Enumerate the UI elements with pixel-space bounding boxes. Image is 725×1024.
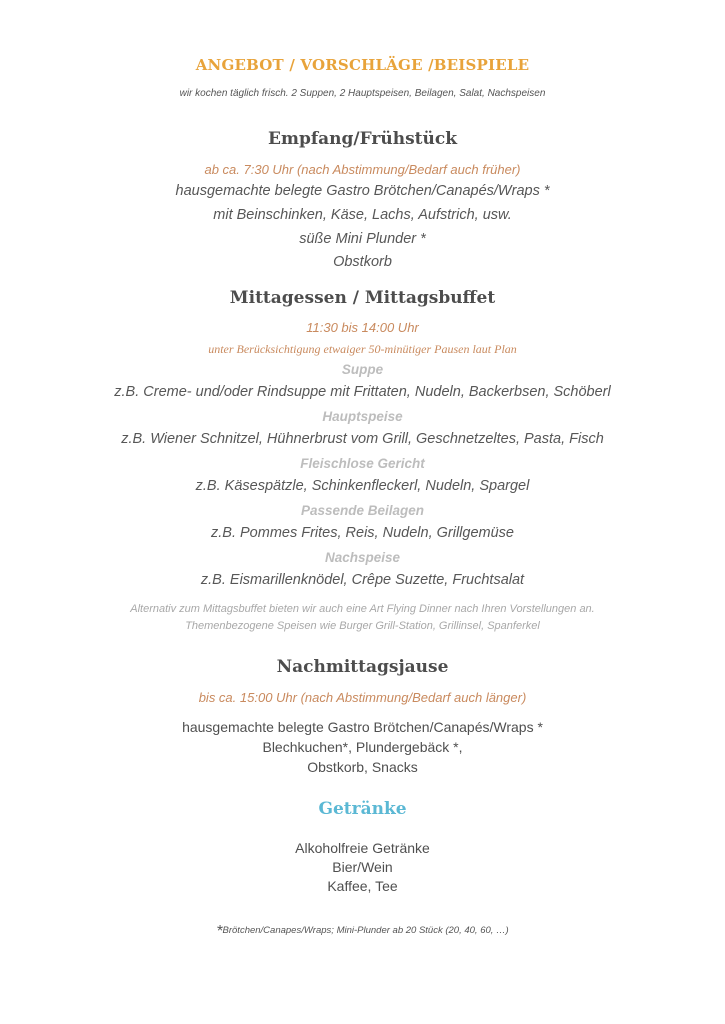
jause-line: hausgemachte belegte Gastro Brötchen/Canapés/Wraps * (182, 719, 543, 735)
mittag-note: unter Berücksichtigung etwaiger 50-minütiger Pausen laut Plan (208, 342, 517, 356)
jause-line: Obstkorb, Snacks (307, 759, 418, 775)
fruehstueck-time: ab ca. 7:30 Uhr (nach Abstimmung/Bedarf auch früher) (204, 162, 521, 177)
section-heading-mittag: Mittagessen / Mittagsbuffet (229, 288, 496, 308)
fruehstueck-line: mit Beinschinken, Käse, Lachs, Aufstrich, usw. (213, 207, 512, 223)
menu-item-hauptspeise: z.B. Wiener Schnitzel, Hühnerbrust vom Grill, Geschnetzeltes, Pasta, Fisch (121, 431, 604, 447)
menu-subheading-suppe: Suppe (341, 362, 384, 377)
section-heading-jause: Nachmittagsjause (276, 657, 449, 677)
getraenke-line: Kaffee, Tee (327, 878, 398, 894)
fruehstueck-line: süße Mini Plunder * (299, 231, 426, 247)
menu-item-beilagen: z.B. Pommes Frites, Reis, Nudeln, Grillgemüse (211, 525, 514, 541)
section-heading-fruehstueck: Empfang/Frühstück (268, 129, 457, 149)
footnote-star: * (216, 923, 223, 940)
getraenke-line: Alkoholfreie Getränke (295, 840, 430, 856)
jause-time: bis ca. 15:00 Uhr (nach Abstimmung/Bedarf auch länger) (198, 690, 527, 705)
menu-subheading-nachspeise: Nachspeise (324, 550, 401, 565)
page-title: ANGEBOT / VORSCHLÄGE /BEISPIELE (195, 56, 530, 74)
menu-subheading-fleischlos: Fleischlose Gericht (300, 456, 425, 471)
menu-subheading-hauptspeise: Hauptspeise (322, 409, 403, 424)
menu-item-fleischlos: z.B. Käsespätzle, Schinkenfleckerl, Nudeln, Spargel (195, 478, 530, 494)
page-subtitle: wir kochen täglich frisch. 2 Suppen, 2 Hauptspeisen, Beilagen, Salat, Nachspeisen (179, 88, 546, 99)
footnote (0, 920, 725, 941)
menu-item-nachspeise: z.B. Eismarillenknödel, Crêpe Suzette, Fruchtsalat (200, 572, 525, 588)
mittag-time: 11:30 bis 14:00 Uhr (306, 320, 419, 335)
fruehstueck-line: Obstkorb (333, 254, 392, 270)
alternative-note: Alternativ zum Mittagsbuffet bieten wir auch eine Art Flying Dinner nach Ihren Vorstellungen an. (130, 603, 595, 615)
getraenke-line: Bier/Wein (332, 859, 393, 875)
jause-line: Blechkuchen*, Plundergebäck *, (262, 739, 463, 755)
fruehstueck-line: hausgemachte belegte Gastro Brötchen/Canapés/Wraps * (175, 183, 550, 199)
menu-subheading-beilagen: Passende Beilagen (300, 503, 425, 518)
section-heading-getraenke: Getränke (318, 799, 407, 819)
menu-item-suppe: z.B. Creme- und/oder Rindsuppe mit Frittaten, Nudeln, Backerbsen, Schöberl (114, 384, 611, 400)
footnote-text: Brötchen/Canapes/Wraps; Mini-Plunder ab 20 Stück (20, 40, 60, …) (222, 925, 509, 936)
alternative-note: Themenbezogene Speisen wie Burger Grill-Station, Grillinsel, Spanferkel (185, 620, 540, 632)
